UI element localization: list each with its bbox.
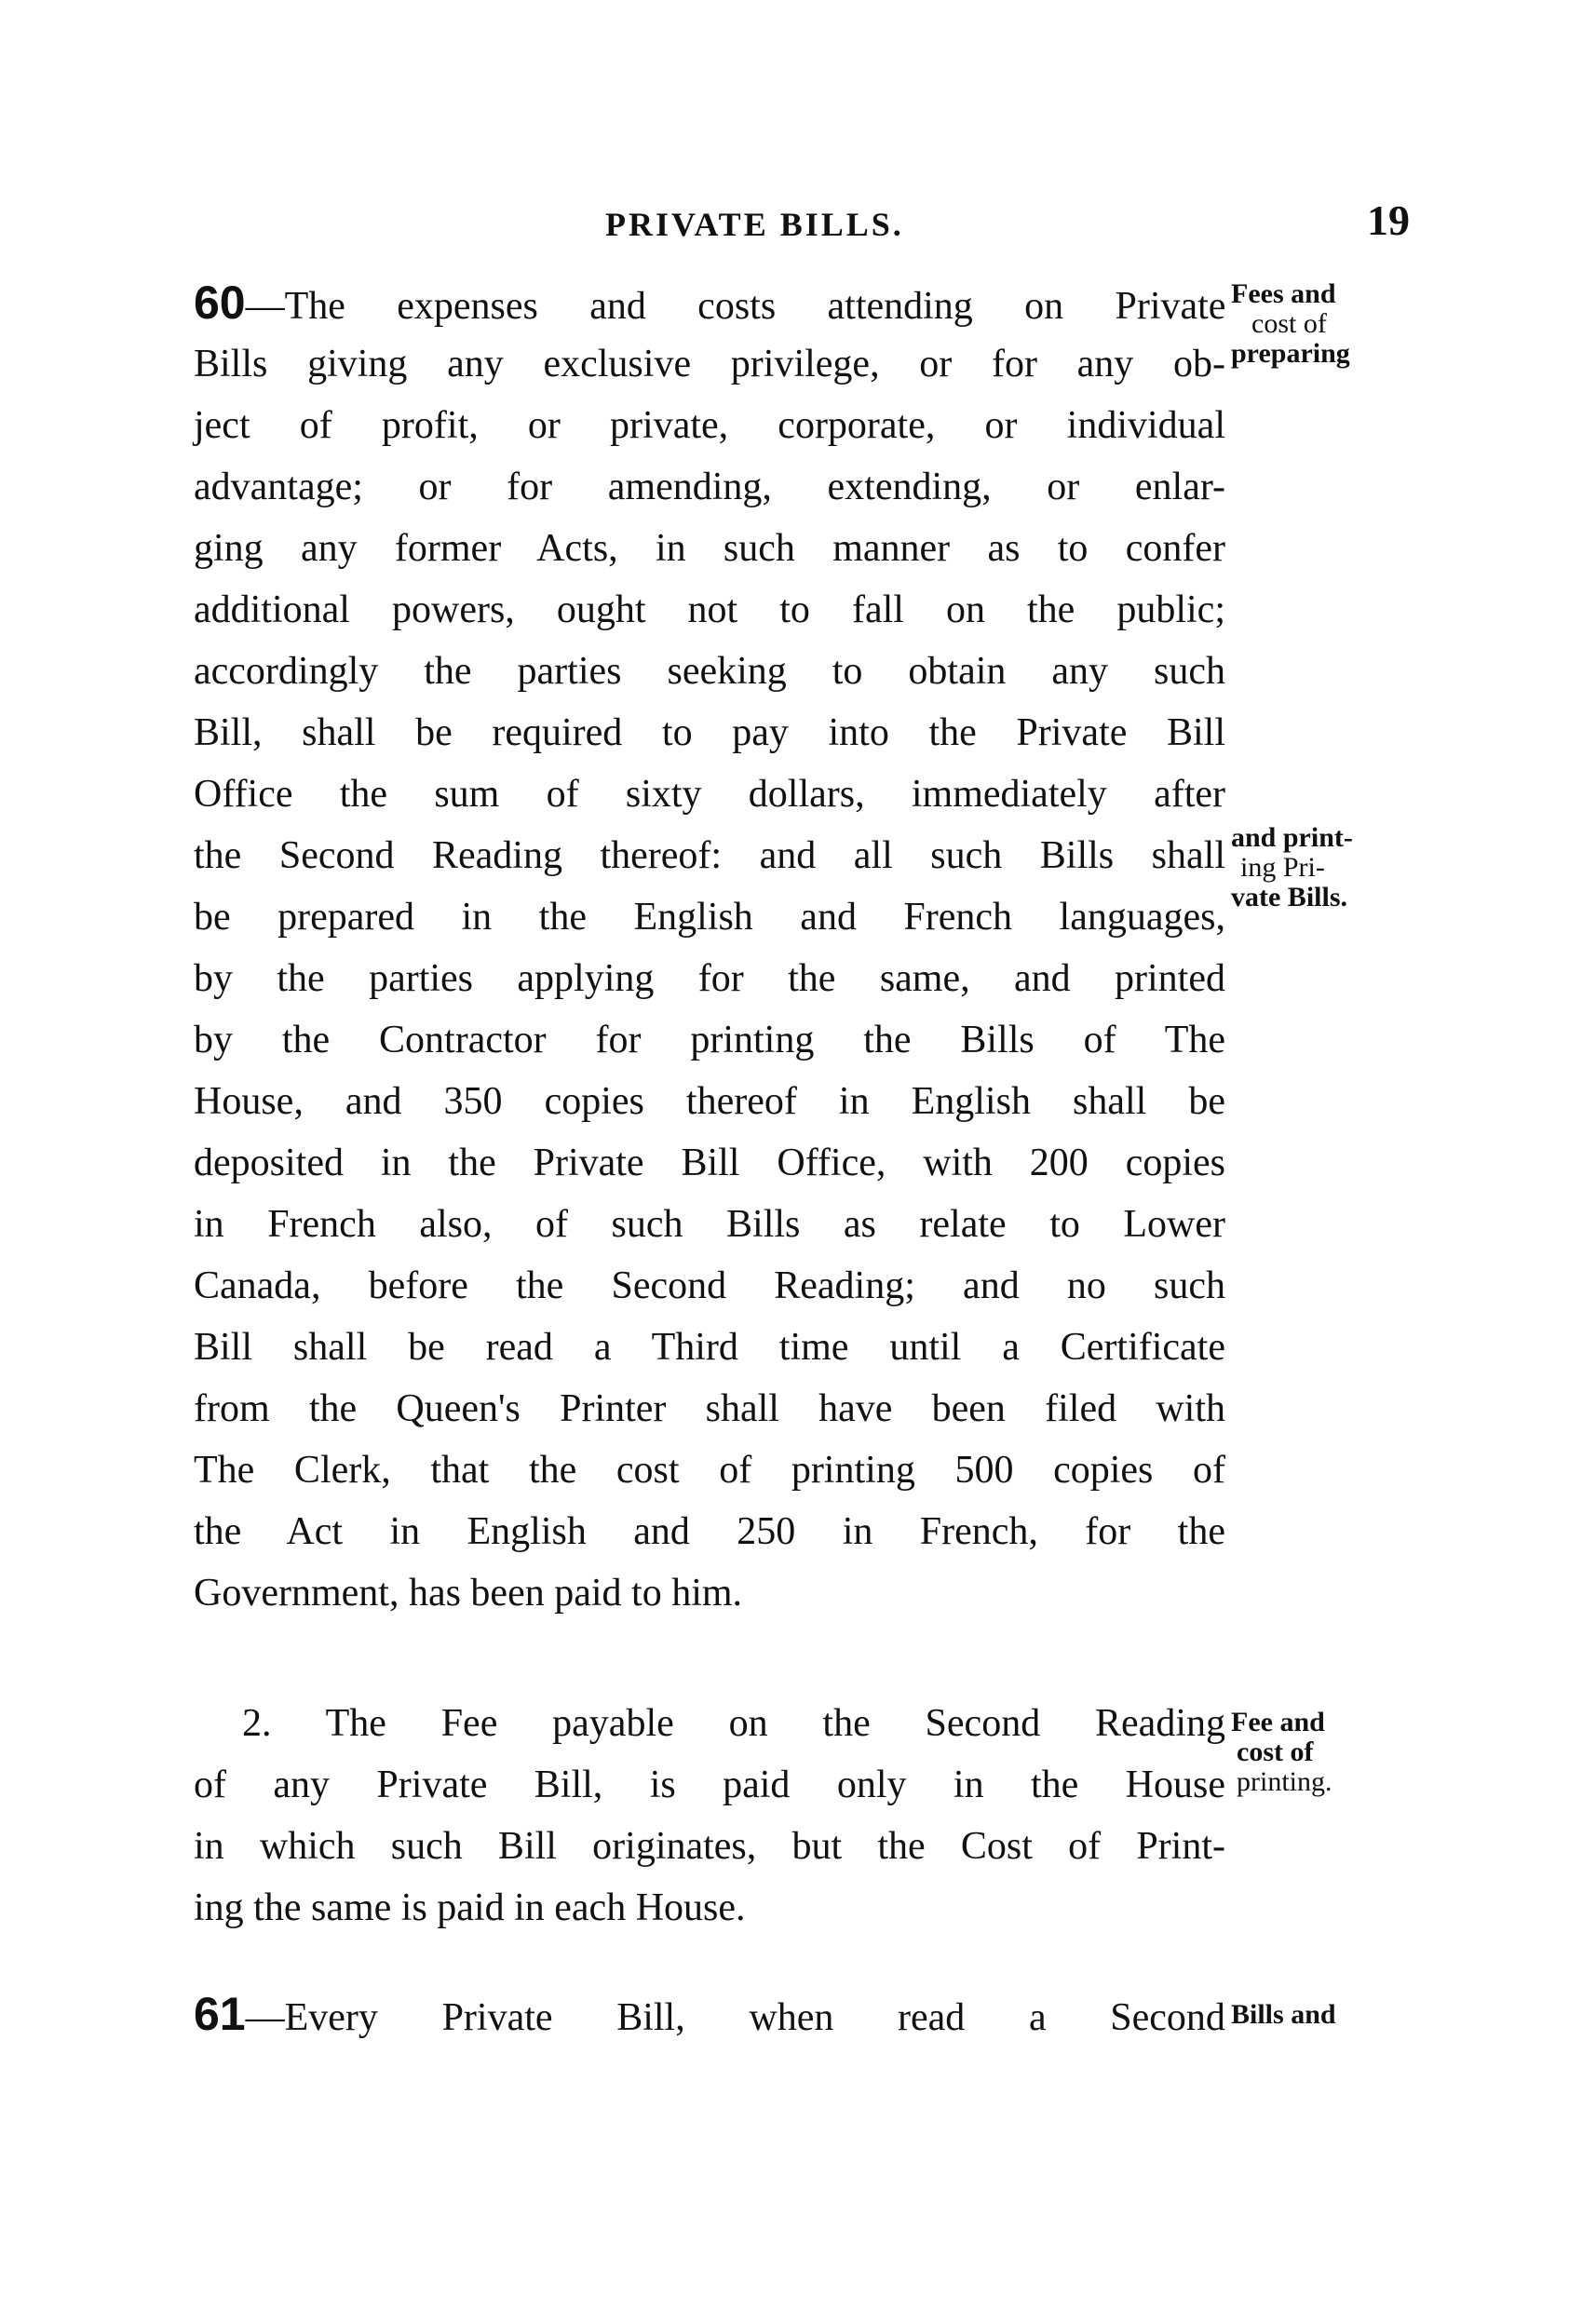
section-number: 61 [194,1988,246,2040]
text-line [194,1983,1225,2045]
section-61-text [194,1983,1225,2045]
text-line: the Second Reading thereof: and all such Bills shall [194,834,1225,877]
margin-note-line: cost of [1251,308,1327,339]
margin-note-line: Fees and [1231,278,1336,309]
margin-note-line: Fee and [1231,1707,1325,1737]
text-line: deposited in the Private Bill Office, with 200 copies [194,1142,1225,1184]
text-line: ging any former Acts, in such manner as to confer [194,527,1225,570]
margin-note-fees [1231,279,1408,369]
text-line: in which such Bill originates, but the Cost of Print- [194,1825,1225,1868]
section-60-text [194,272,1225,1624]
text-line: House, and 350 copies thereof in English shall be [194,1080,1225,1123]
text-line: Bill shall be read a Third time until a Certificate [194,1326,1225,1369]
text-line: be prepared in the English and French languages, [194,896,1225,939]
section-61-first-line [194,1983,1225,2048]
text-line: of any Private Bill, is paid only in the House [194,1764,1225,1806]
margin-note-line: preparing [1231,338,1350,369]
text-line: by the Contractor for printing the Bills of The [194,1019,1225,1061]
section-60-subsection-2 [194,1693,1225,1939]
text-line: ject of profit, or private, corporate, or individual [194,404,1225,447]
text-line: the Act in English and 250 in French, for the [194,1510,1225,1553]
margin-note-line: Bills and [1231,1999,1336,2030]
text-line: from the Queen's Printer shall have been filed with [194,1387,1225,1430]
line-text: —The expenses and costs attending on Private [245,285,1226,328]
section-60-first-line [194,272,1225,337]
text-line: 2. The Fee payable on the Second Reading [242,1702,1225,1745]
text-line: advantage; or for amending, extending, or enlar- [194,466,1225,508]
margin-note-bills-and [1231,2000,1408,2030]
text-line [194,272,1225,333]
running-head [0,196,1596,251]
margin-note-line: and print- [1231,822,1353,853]
text-line: Office the sum of sixty dollars, immediately after [194,773,1225,816]
text-line: ing the same is paid in each House. [194,1886,746,1929]
text-line: in French also, of such Bills as relate to Lower [194,1203,1225,1246]
margin-note-line: vate Bills. [1231,882,1347,912]
margin-note-line: cost of [1237,1737,1314,1767]
margin-note-line: ing Pri- [1240,852,1325,883]
text-line: Canada, before the Second Reading; and no such [194,1264,1225,1307]
text-line: by the parties applying for the same, and printed [194,957,1225,1000]
margin-note-printing [1231,823,1408,912]
line-text: —Every Private Bill, when read a Second [245,1996,1225,2039]
text-line: Bills giving any exclusive privilege, or for any ob- [194,343,1225,385]
margin-note-fee-cost [1231,1708,1408,1797]
text-line: Bill, shall be required to pay into the Private Bill [194,711,1225,754]
text-line: The Clerk, that the cost of printing 500 copies of [194,1449,1225,1492]
text-line: accordingly the parties seeking to obtain any such [194,650,1225,693]
section-number: 60 [194,277,246,329]
margin-note-line: printing. [1237,1766,1332,1797]
running-title: PRIVATE BILLS. [605,206,904,243]
text-line: Government, has been paid to him. [194,1572,743,1615]
text-line: additional powers, ought not to fall on the public; [194,588,1225,631]
page-number: 19 [1367,196,1410,244]
